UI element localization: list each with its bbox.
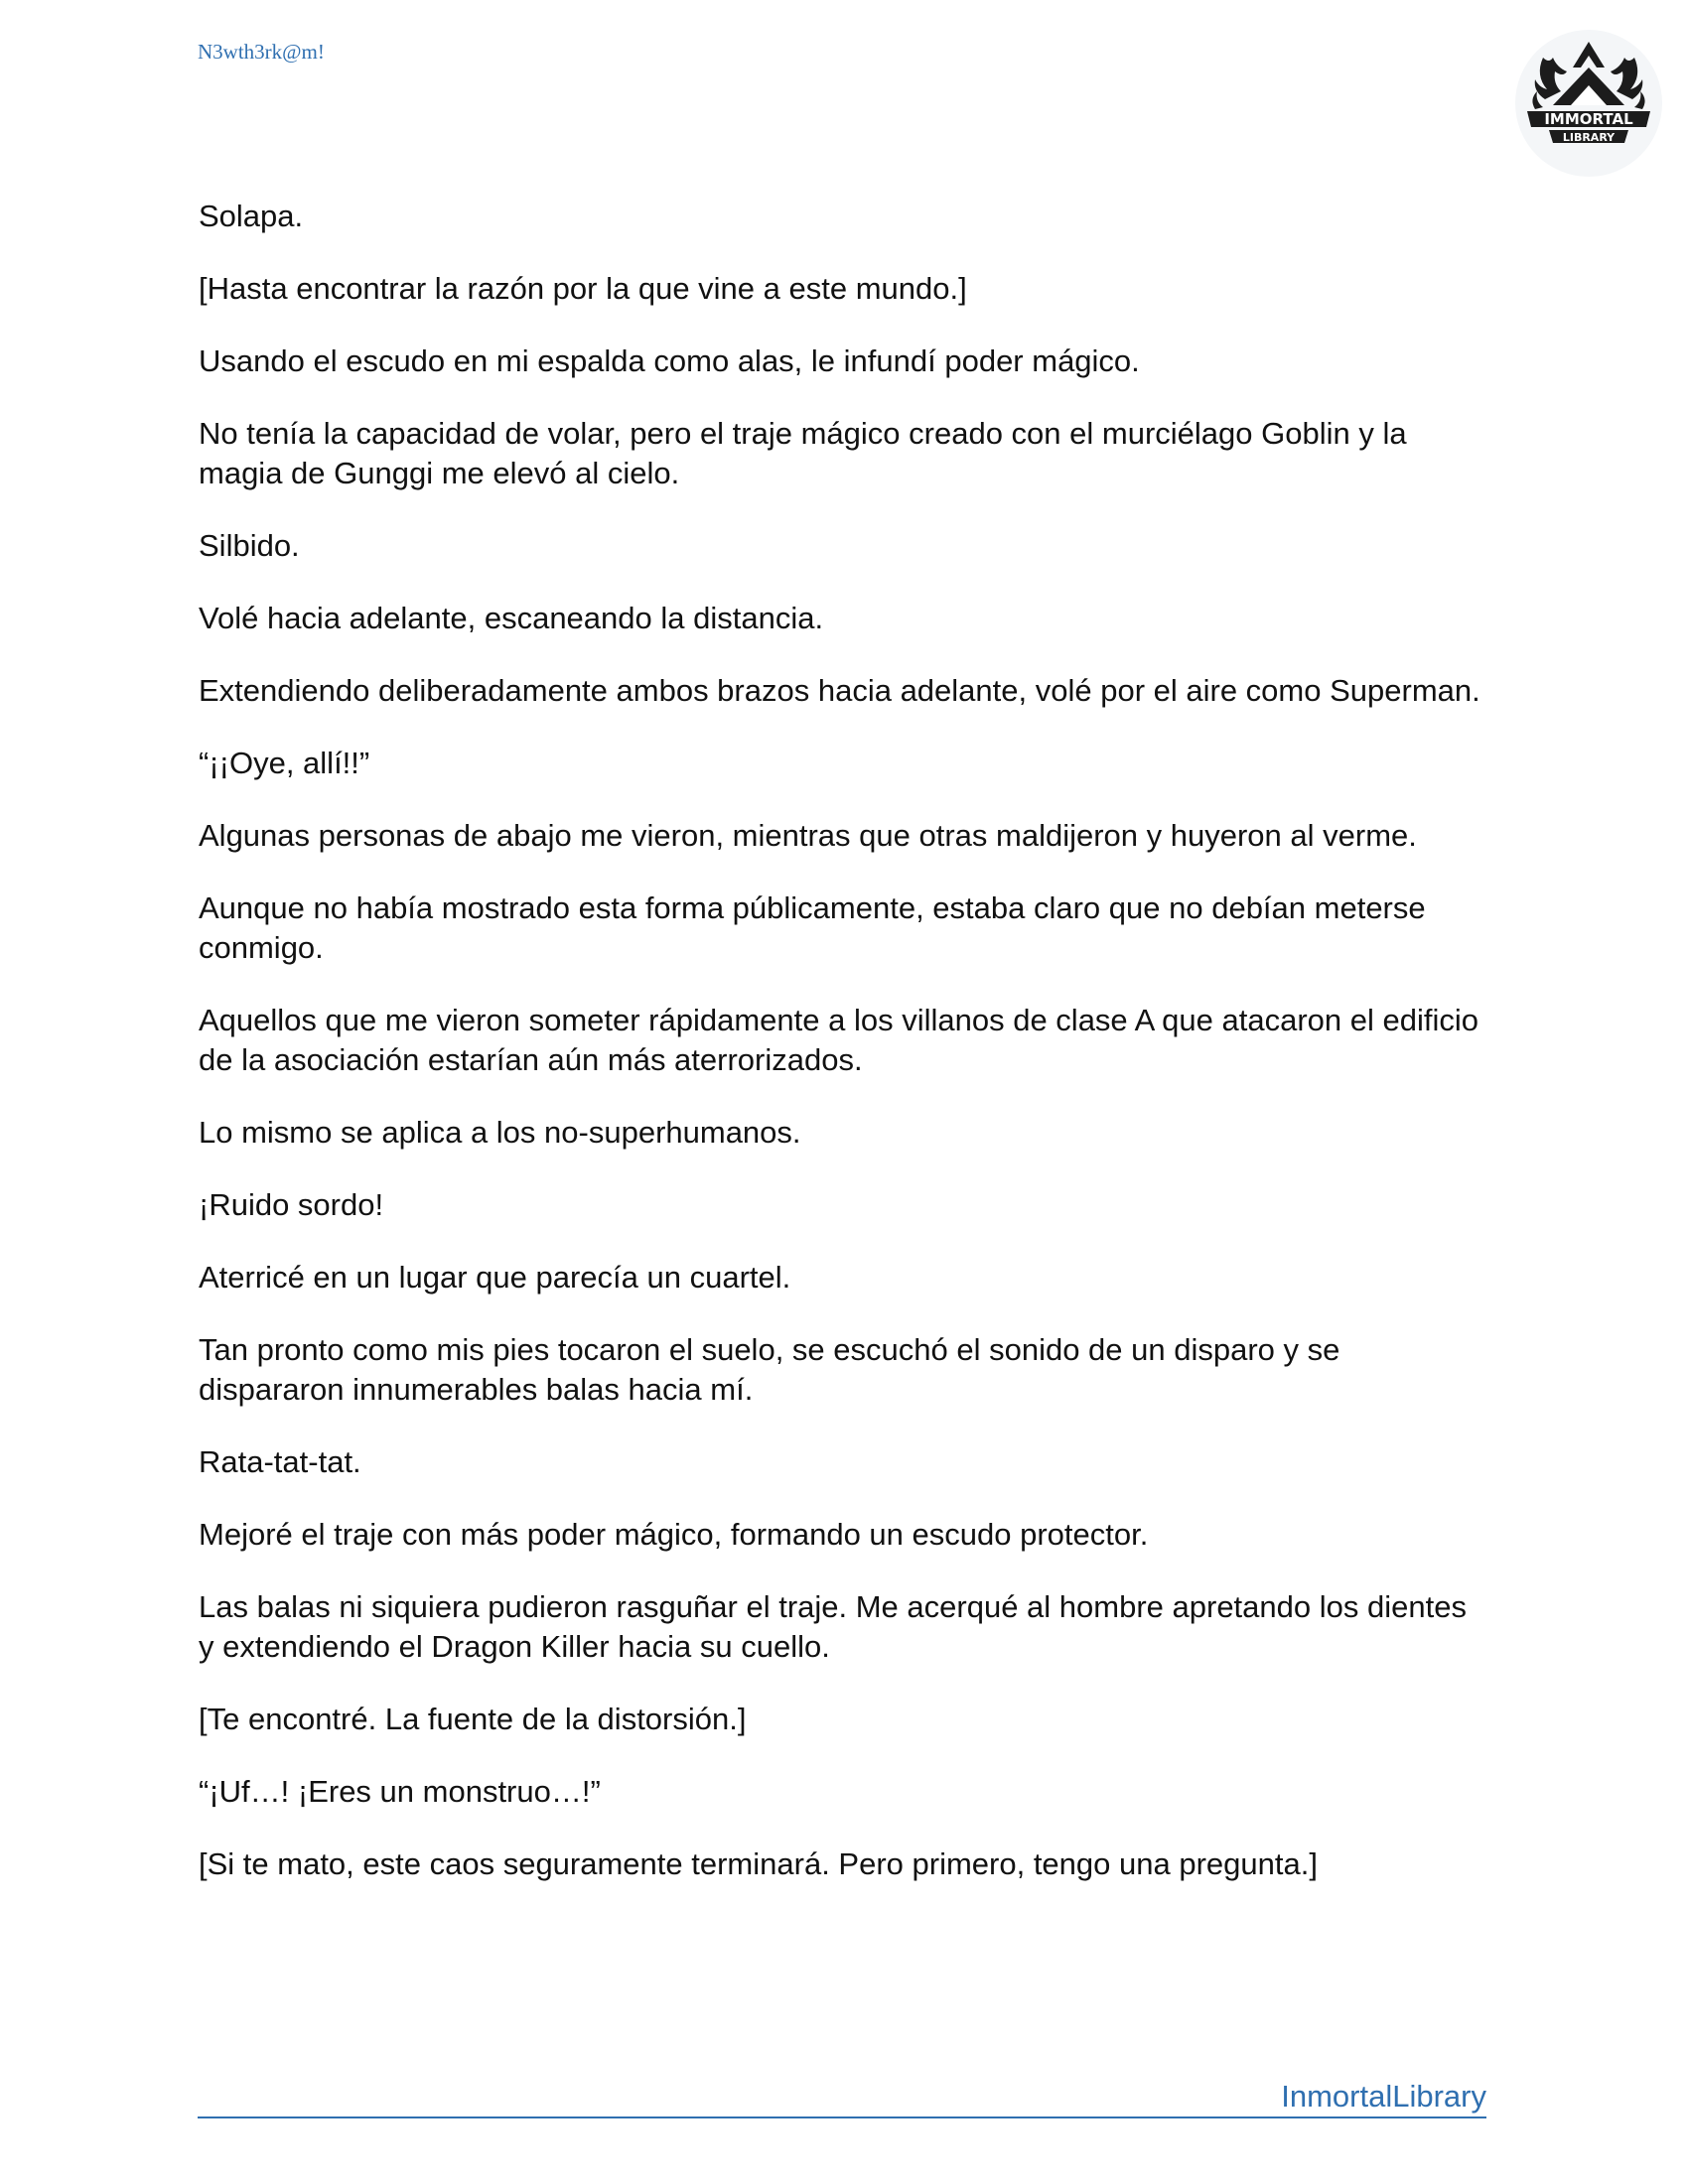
paragraph: Lo mismo se aplica a los no-superhumanos.	[199, 1115, 801, 1150]
paragraph: [Si te mato, este caos seguramente terminará. Pero primero, tengo una pregunta.]	[199, 1846, 1318, 1881]
paragraph: Extendiendo deliberadamente ambos brazos hacia adelante, volé por el aire como Superman.	[199, 673, 1480, 708]
paragraph: ¡Ruido sordo!	[199, 1187, 384, 1222]
immortal-library-logo	[1513, 28, 1664, 179]
paragraph: Algunas personas de abajo me vieron, mientras que otras maldijeron y huyeron al verme.	[199, 818, 1417, 853]
paragraph: Aunque no había mostrado esta forma públicamente, estaba claro que no debían meterse conmigo.	[199, 890, 1426, 965]
paragraph: Rata-tat-tat.	[199, 1444, 361, 1479]
paragraph: No tenía la capacidad de volar, pero el traje mágico creado con el murciélago Goblin y la magia de Gunggi me elevó al cielo.	[199, 416, 1407, 490]
paragraph: Aterricé en un lugar que parecía un cuartel.	[199, 1260, 791, 1295]
paragraph: Aquellos que me vieron someter rápidamente a los villanos de clase A que atacaron el edificio de la asociación estarían aún más aterrorizados.	[199, 1003, 1478, 1077]
paragraph: Usando el escudo en mi espalda como alas, le infundí poder mágico.	[199, 343, 1140, 378]
paragraph: Mejoré el traje con más poder mágico, formando un escudo protector.	[199, 1517, 1149, 1552]
paragraph: Silbido.	[199, 528, 300, 563]
header-code: N3wth3rk@m!	[198, 40, 325, 64]
document-body	[199, 197, 1489, 1917]
paragraph: “¡Uf…! ¡Eres un monstruo…!”	[199, 1774, 601, 1809]
paragraph: Solapa.	[199, 199, 304, 233]
paragraph: Tan pronto como mis pies tocaron el suelo, se escuchó el sonido de un disparo y se dispararon innumerables balas hacia mí.	[199, 1332, 1340, 1407]
paragraph: “¡¡Oye, allí!!”	[199, 746, 370, 780]
paragraph: Volé hacia adelante, escaneando la distancia.	[199, 601, 824, 635]
paragraph: Las balas ni siquiera pudieron rasguñar el traje. Me acerqué al hombre apretando los dientes y extendiendo el Dragon Killer hacia su cuello.	[199, 1589, 1467, 1664]
footer-library-link[interactable]: InmortalLibrary	[198, 2077, 1486, 2118]
paragraph: [Te encontré. La fuente de la distorsión.]	[199, 1702, 747, 1736]
paragraph: [Hasta encontrar la razón por la que vine a este mundo.]	[199, 271, 967, 306]
logo-text-bottom: LIBRARY	[1562, 131, 1616, 144]
logo-text-top: IMMORTAL	[1544, 110, 1633, 128]
